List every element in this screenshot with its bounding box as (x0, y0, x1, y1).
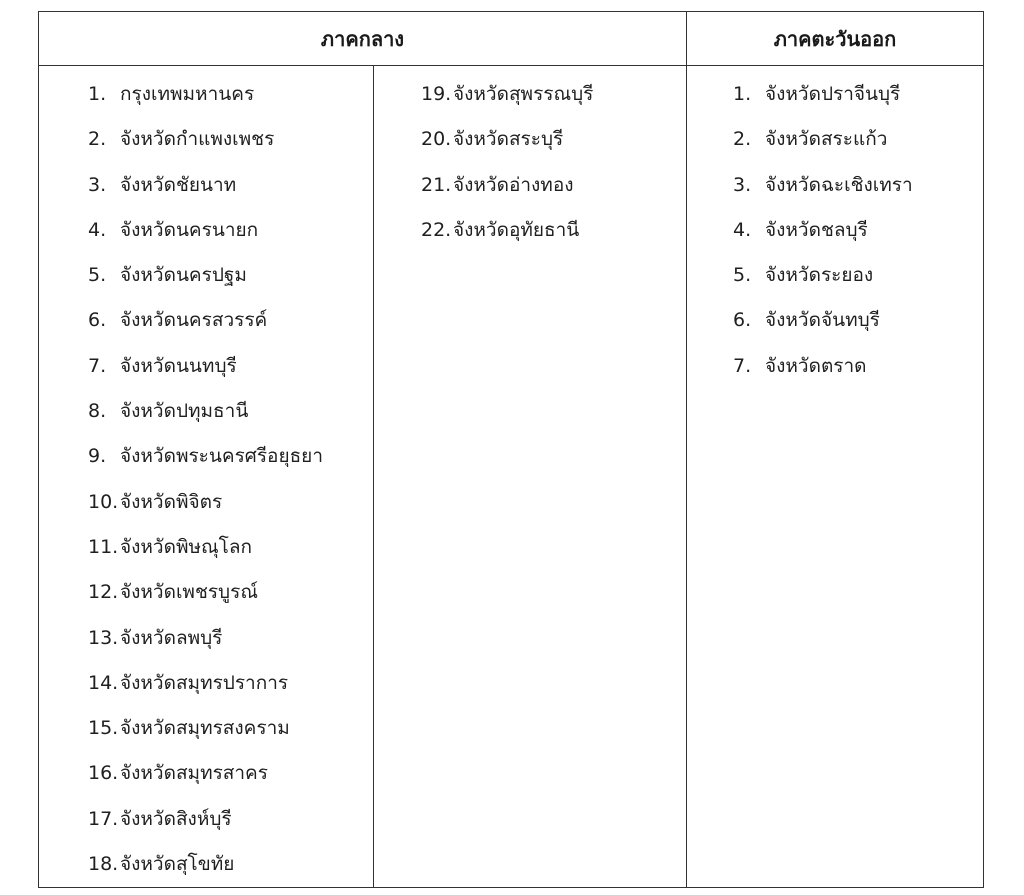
province-number: 1. (88, 83, 107, 105)
central-region-header: ภาคกลาง (39, 12, 687, 66)
province-number: 8. (88, 400, 107, 423)
province-name: จังหวัดสมุทรสงคราม (120, 717, 290, 740)
province-item (374, 117, 686, 162)
province-number: 3. (733, 173, 752, 196)
province-number: 14. (88, 671, 119, 694)
province-number: 22. (421, 218, 452, 241)
province-item (39, 616, 373, 661)
province-number: 16. (88, 762, 119, 785)
province-item (39, 706, 373, 751)
province-item (374, 72, 686, 117)
central-column-1 (39, 66, 374, 888)
province-number: 11. (88, 535, 119, 558)
province-item (39, 661, 373, 706)
province-number: 19. (421, 83, 452, 105)
province-number: 3. (88, 173, 107, 196)
province-name: จังหวัดกำแพงเพชร (120, 128, 275, 151)
province-item (687, 298, 983, 343)
region-province-table (38, 11, 984, 888)
province-name: กรุงเทพมหานคร (120, 83, 255, 105)
province-number: 13. (88, 626, 119, 649)
province-name: จังหวัดสมุทรสาคร (120, 762, 268, 785)
province-item (39, 298, 373, 343)
province-item (39, 208, 373, 253)
eastern-region-header: ภาคตะวันออก (687, 12, 984, 66)
province-number: 2. (88, 128, 107, 151)
province-name: จังหวัดระยอง (765, 264, 874, 287)
province-number: 5. (88, 264, 107, 287)
eastern-province-list (687, 66, 983, 389)
province-number: 7. (733, 354, 752, 377)
province-number: 21. (421, 173, 452, 196)
province-name: จังหวัดนนทบุรี (120, 354, 237, 377)
province-name: จังหวัดสระบุรี (453, 128, 564, 151)
province-name: จังหวัดปราจีนบุรี (765, 83, 901, 105)
province-name: จังหวัดสุพรรณบุรี (453, 83, 594, 105)
province-number: 1. (733, 83, 752, 105)
province-number: 18. (88, 853, 119, 876)
central-province-list-1 (39, 66, 373, 887)
province-item (687, 208, 983, 253)
province-name: จังหวัดสระแก้ว (765, 128, 888, 151)
province-item (374, 163, 686, 208)
province-name: จังหวัดสุโขทัย (120, 853, 235, 876)
province-name: จังหวัดตราด (765, 354, 867, 377)
province-number: 17. (88, 807, 119, 830)
province-name: จังหวัดพิจิตร (120, 490, 223, 513)
province-item (687, 72, 983, 117)
province-number: 6. (88, 309, 107, 332)
eastern-column (687, 66, 984, 888)
province-name: จังหวัดเพชรบูรณ์ (120, 581, 258, 604)
province-item (39, 72, 373, 117)
province-number: 4. (733, 218, 752, 241)
province-item (687, 253, 983, 298)
province-number: 12. (88, 581, 119, 604)
province-number: 10. (88, 490, 119, 513)
province-item (39, 570, 373, 615)
province-name: จังหวัดปทุมธานี (120, 400, 249, 423)
province-name: จังหวัดอุทัยธานี (453, 218, 580, 241)
province-name: จังหวัดชลบุรี (765, 218, 868, 241)
header-row (39, 12, 984, 66)
province-item (39, 525, 373, 570)
central-column-2 (374, 66, 687, 888)
body-row (39, 66, 984, 888)
province-number: 6. (733, 309, 752, 332)
province-name: จังหวัดนครสวรรค์ (120, 309, 268, 332)
province-item (39, 253, 373, 298)
province-item (39, 163, 373, 208)
province-number: 9. (88, 445, 107, 468)
province-name: จังหวัดสมุทรปราการ (120, 671, 289, 694)
province-name: จังหวัดพระนครศรีอยุธยา (120, 445, 323, 468)
province-item (39, 117, 373, 162)
province-name: จังหวัดฉะเชิงเทรา (765, 173, 913, 196)
province-number: 7. (88, 354, 107, 377)
province-name: จังหวัดสิงห์บุรี (120, 807, 232, 830)
central-province-list-2 (374, 66, 686, 253)
province-name: จังหวัดชัยนาท (120, 173, 237, 196)
province-item (374, 208, 686, 253)
province-item (39, 797, 373, 842)
province-number: 20. (421, 128, 452, 151)
province-item (39, 842, 373, 887)
province-number: 2. (733, 128, 752, 151)
province-item (687, 344, 983, 389)
province-name: จังหวัดอ่างทอง (453, 173, 574, 196)
province-item (39, 480, 373, 525)
province-item (39, 434, 373, 479)
province-name: จังหวัดนครปฐม (120, 264, 247, 287)
province-name: จังหวัดจันทบุรี (765, 309, 880, 332)
province-name: จังหวัดลพบุรี (120, 626, 223, 649)
province-item (687, 117, 983, 162)
province-name: จังหวัดพิษณุโลก (120, 535, 252, 558)
province-name: จังหวัดนครนายก (120, 218, 259, 241)
province-number: 5. (733, 264, 752, 287)
province-item (39, 751, 373, 796)
province-item (39, 389, 373, 434)
province-number: 15. (88, 717, 119, 740)
province-item (687, 163, 983, 208)
province-number: 4. (88, 218, 107, 241)
province-item (39, 344, 373, 389)
